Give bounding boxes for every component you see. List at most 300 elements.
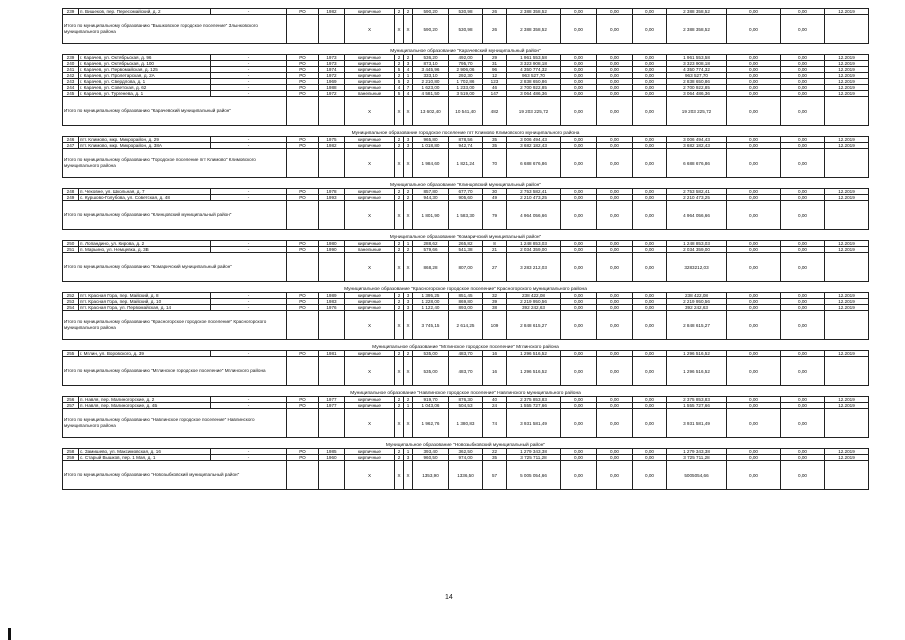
table-cell: пгт. Климово, мкр. Микрорайон, д. 29 [79,137,211,143]
total-cell: 0,00 [561,97,597,126]
total-cell [825,149,869,178]
table-cell: 1972 [319,73,345,79]
table-cell: 3 [404,455,413,461]
table-cell: 1 233,00 [449,85,483,91]
table-cell: 0,00 [727,351,781,357]
total-cell [825,201,869,230]
total-cell: 0,00 [633,97,667,126]
total-cell [825,357,869,386]
table-cell: 2 [395,241,404,247]
table-cell: 0,00 [727,195,781,201]
table-cell: 12.2019 [825,299,869,305]
total-cell: 0,00 [781,409,825,438]
table-cell: 1 702,86 [449,79,483,85]
table-cell: 0,00 [727,143,781,149]
table-cell: - [211,455,287,461]
table-cell: 0,00 [561,299,597,305]
section-heading-row [63,126,869,137]
table-cell: 0,00 [781,85,825,91]
table-cell: 0,00 [597,293,633,299]
table-cell: РО [287,455,319,461]
table-cell: 26 [483,9,507,15]
table-cell: РО [287,299,319,305]
total-label: Итого по муниципальному образованию "Мглинское городское поселение" Мглинского района [63,357,287,386]
table-cell: 3 682 182,43 [507,143,561,149]
total-cell: X [345,409,395,438]
total-cell: 0,00 [781,201,825,230]
section-heading: Муниципальное образование "Мглинское городское поселение" Мглинского района [372,345,559,350]
total-cell: 0,00 [727,311,781,340]
table-cell: 2 210 473,25 [507,195,561,201]
table-cell: 857,80 [413,189,449,195]
table-cell: 12.2019 [825,55,869,61]
table-cell: г. Карачев, ул. Октябрьская, д. 96 [79,55,211,61]
total-row [63,253,869,282]
table-cell: 0,00 [727,299,781,305]
table-cell: 30 [483,189,507,195]
total-cell: X [404,357,413,386]
table-cell: кирпичные [345,449,395,455]
table-cell: 12.2019 [825,403,869,409]
table-cell: 942,74 [449,143,483,149]
table-cell: - [211,305,287,311]
table-cell: 32 [483,293,507,299]
total-cell: 5 005 054,66 [507,461,561,490]
table-cell: 0,00 [597,143,633,149]
table-cell: 0,00 [561,455,597,461]
table-cell: 0,00 [633,241,667,247]
table-cell: 1976 [319,305,345,311]
section-heading: Муниципальное образование "Клинцовский муниципальный район" [390,183,541,188]
table-cell: - [211,67,287,73]
total-cell: 0,00 [561,201,597,230]
total-cell: X [395,201,404,230]
table-cell: - [211,299,287,305]
total-cell: 0,00 [633,15,667,44]
total-cell [319,15,345,44]
section-heading-row [63,340,869,351]
table-cell: 0,00 [727,73,781,79]
table-cell: 1973 [319,61,345,67]
table-cell: 1 961 553,58 [667,55,727,61]
table-cell: 2 219 950,56 [507,299,561,305]
table-cell: 1 296 516,52 [507,351,561,357]
total-label: Итого по муниципальному образованию "Городское поселение пгт Климово" Климовского муниципального района [63,149,287,178]
table-cell: РО [287,61,319,67]
total-cell: X [395,311,404,340]
table-cell: 3 682 182,43 [667,143,727,149]
table-cell: РО [287,189,319,195]
table-cell: 1 122,40 [413,305,449,311]
table-cell: 12.2019 [825,73,869,79]
table-cell: 362,50 [449,449,483,455]
total-cell: 3 931 581,49 [507,409,561,438]
total-cell: 3283212,03 [667,253,727,282]
binder-mark [8,628,11,640]
table-cell: 242 [63,73,79,79]
table-cell: 35 [483,143,507,149]
table-cell: 12.2019 [825,305,869,311]
table-cell: - [211,79,287,85]
table-cell: 1988 [319,85,345,91]
table-cell: с. Старый Вышков, пер. 1 Мая, д. 1 [79,455,211,461]
table-cell: 795,70 [449,61,483,67]
table-cell: 0,00 [781,91,825,97]
table-cell: 3 445,96 [413,67,449,73]
table-cell: 248 [63,189,79,195]
table-cell: кирпичные [345,403,395,409]
total-cell: 4 964 056,66 [507,201,561,230]
table-cell: 0,00 [633,195,667,201]
table-cell: 12.2019 [825,137,869,143]
table-cell: 0,00 [633,305,667,311]
table-cell: 960,50 [413,455,449,461]
total-cell: X [404,409,413,438]
table-cell: г. Карачев, ул. Свердлова, д. 1 [79,79,211,85]
total-cell: 0,00 [633,357,667,386]
total-cell [319,461,345,490]
table-cell: 1981 [319,351,345,357]
total-cell [287,461,319,490]
total-cell: 0,00 [597,357,633,386]
table-cell: 3 [404,137,413,143]
total-cell: 2 388 358,52 [507,15,561,44]
table-cell: кирпичные [345,137,395,143]
table-cell: - [211,73,287,79]
table-cell: - [211,403,287,409]
table-cell: 1977 [319,403,345,409]
table-cell: 1969 [319,79,345,85]
table-cell: 239 [63,9,79,15]
table-cell: кирпичные [345,299,395,305]
table-cell: кирпичные [345,351,395,357]
table-cell: 2 700 922,85 [507,85,561,91]
table-cell: 1993 [319,195,345,201]
table-cell: 0,00 [633,137,667,143]
table-cell: 1 [404,241,413,247]
table-cell: 878,56 [449,137,483,143]
table-cell: 1 555 727,66 [507,403,561,409]
table-cell: - [211,351,287,357]
table-cell: 1977 [319,397,345,403]
table-cell: 0,00 [561,351,597,357]
document-sheet [62,8,868,490]
table-cell: п. Чеховне, ул. Школьная, д. 7 [79,189,211,195]
table-cell: 0,00 [597,351,633,357]
total-row [63,15,869,44]
table-cell: РО [287,247,319,253]
table-cell: 3 [404,61,413,67]
table-cell: 2 [395,403,404,409]
table-cell: 0,00 [781,449,825,455]
table-cell: 0,00 [597,67,633,73]
total-cell: 4 964 056,66 [667,201,727,230]
total-cell: 0,00 [727,201,781,230]
table-cell: РО [287,9,319,15]
table-cell: 31 [483,61,507,67]
table-cell: пгт. Красная Гора, пер. Майский, д. 10 [79,299,211,305]
total-cell: 0,00 [633,311,667,340]
table-cell: 250 [63,241,79,247]
table-cell: 12.2019 [825,397,869,403]
table-cell: 12.2019 [825,455,869,461]
table-cell: 38 [483,305,507,311]
total-cell: 483,70 [449,357,483,386]
table-cell: РО [287,73,319,79]
total-cell [319,97,345,126]
table-cell: 1 [404,73,413,79]
table-cell: 255 [63,351,79,357]
table-cell: 1990 [319,247,345,253]
table-cell: 0,00 [633,73,667,79]
table-cell: 0,00 [633,67,667,73]
total-row [63,357,869,386]
total-cell: 2 388 358,52 [667,15,727,44]
section-heading: Муниципальное образование "Карачевский муниципальный район" [390,49,541,54]
table-cell: РО [287,397,319,403]
table-cell: 1989 [319,293,345,299]
table-cell: пгт. Красная Гора, ул. Первомайская, д. 14 [79,305,211,311]
total-cell: 530,98 [449,15,483,44]
table-cell: 0,00 [781,403,825,409]
total-row [63,97,869,126]
total-cell: 0,00 [781,461,825,490]
table-cell: 0,00 [633,79,667,85]
total-cell: X [395,253,404,282]
table-cell: г. Карачев, ул. Советская, д. 62 [79,85,211,91]
table-cell: 869,80 [449,299,483,305]
table-cell: пгт. Красная Гора, пер. Майский, д. 8 [79,293,211,299]
total-cell: 0,00 [561,409,597,438]
total-cell [287,311,319,340]
total-cell: X [404,201,413,230]
total-cell: 3 931 581,49 [667,409,727,438]
table-cell: 0,00 [727,305,781,311]
table-cell: 963 527,70 [667,73,727,79]
table-cell: 12.2019 [825,293,869,299]
total-cell [825,253,869,282]
total-cell: 0,00 [597,253,633,282]
table-cell: 965,80 [413,137,449,143]
table-cell: кирпичные [345,241,395,247]
total-label: Итого по муниципальному образованию "Вышковское городское поселение" Злынковского муниципального района [63,15,287,44]
table-cell: 3 [404,143,413,149]
table-cell: 0,00 [597,449,633,455]
total-cell: 0,00 [633,149,667,178]
total-cell: 0,00 [561,149,597,178]
table-cell: 905,60 [449,195,483,201]
table-cell: 22 [483,449,507,455]
total-cell: 27 [483,253,507,282]
total-cell: X [345,149,395,178]
table-cell: 0,00 [561,67,597,73]
table-cell: 4 581,50 [413,91,449,97]
total-cell: 0,00 [597,201,633,230]
table-cell: п. Навля, пер. Малиногорские, д. 2 [79,397,211,403]
total-cell [287,253,319,282]
total-cell [287,15,319,44]
table-cell: 2 753 582,41 [507,189,561,195]
table-cell: 238 422,08 [667,293,727,299]
table-cell: 392 242,63 [507,305,561,311]
total-cell: 10 541,40 [449,97,483,126]
total-cell: 0,00 [781,149,825,178]
table-cell: панельные [345,91,395,97]
table-cell: 0,00 [633,351,667,357]
table-cell: 0,00 [597,61,633,67]
table-cell: 2 [395,195,404,201]
total-cell: 0,00 [597,97,633,126]
table-cell: кирпичные [345,79,395,85]
total-cell: 1 583,30 [449,201,483,230]
total-cell [287,149,319,178]
table-cell: 0,00 [727,85,781,91]
table-cell: 0,00 [727,91,781,97]
table-cell: 0,00 [561,241,597,247]
table-cell: 253 [63,299,79,305]
total-cell: X [404,15,413,44]
table-cell: 3 323 908,18 [507,61,561,67]
table-cell: 0,00 [727,55,781,61]
total-cell: X [345,201,395,230]
table-cell: 2 034 359,00 [507,247,561,253]
table-cell: 492,00 [449,55,483,61]
table-cell: 963 527,70 [507,73,561,79]
total-cell [287,201,319,230]
table-cell: 12.2019 [825,189,869,195]
table-cell: 0,00 [561,143,597,149]
table-cell: 0,00 [781,9,825,15]
table-cell: г. Карачев, ул. Первомайская, д. 125 [79,67,211,73]
table-cell: кирпичные [345,73,395,79]
table-cell: - [211,55,287,61]
table-cell: 0,00 [633,91,667,97]
table-cell: 241 [63,67,79,73]
table-cell: кирпичные [345,61,395,67]
table-cell: кирпичные [345,85,395,91]
total-cell: X [395,357,404,386]
total-row [63,409,869,438]
total-cell: 0,00 [597,409,633,438]
table-cell: 5 [395,79,404,85]
table-cell: РО [287,449,319,455]
total-cell: 0,00 [781,311,825,340]
table-cell: 0,00 [781,79,825,85]
total-cell: 19 203 225,72 [507,97,561,126]
total-cell: X [395,97,404,126]
table-cell: РО [287,143,319,149]
total-cell: X [345,357,395,386]
total-cell: 1 801,90 [413,201,449,230]
total-cell: 535,00 [413,357,449,386]
total-cell: 57 [483,461,507,490]
total-label: Итого по муниципальному образованию "Навлинское городское поселение" Навлинского муниципального района [63,409,287,438]
total-cell [287,357,319,386]
table-cell: 851,45 [449,293,483,299]
table-cell: 2 [395,143,404,149]
table-cell: 1982 [319,143,345,149]
table-cell: 0,00 [727,293,781,299]
table-cell: 1960 [319,455,345,461]
table-cell: п. Лопандино, ул. Кирова, д. 2 [79,241,211,247]
section-heading-row [63,386,869,397]
table-cell: 1982 [319,9,345,15]
total-cell: 1 296 516,52 [507,357,561,386]
table-cell: 530,98 [449,9,483,15]
section-heading: Муниципальное образование "Новозыбковский муниципальный район" [385,443,546,448]
table-cell: 0,00 [727,403,781,409]
total-cell: 807,00 [449,253,483,282]
table-cell: 0,00 [781,305,825,311]
table-cell: 12.2019 [825,91,869,97]
table-cell: 251 [63,247,79,253]
table-cell: 249 [63,195,79,201]
table-body [63,9,869,490]
total-cell: 0,00 [727,97,781,126]
table-cell: 2 [395,351,404,357]
table-cell: 12.2019 [825,79,869,85]
table-cell: - [211,449,287,455]
total-cell: 0,00 [597,311,633,340]
table-cell: 2 838 650,86 [667,79,727,85]
total-cell: 19 203 225,72 [667,97,727,126]
total-cell [319,149,345,178]
table-cell: 919,70 [413,397,449,403]
table-cell: РО [287,241,319,247]
table-cell: 4 350 774,32 [507,67,561,73]
table-cell: кирпичные [345,305,395,311]
table-cell: 1 296 516,52 [667,351,727,357]
total-cell [319,201,345,230]
table-cell: 0,00 [597,79,633,85]
table-cell: 2 375 853,83 [507,397,561,403]
table-cell: 0,00 [597,9,633,15]
total-cell: 590,20 [413,15,449,44]
table-cell: 12.2019 [825,143,869,149]
table-cell: 1980 [319,241,345,247]
total-cell: X [345,253,395,282]
table-cell: 147 [483,91,507,97]
table-cell: 0,00 [727,137,781,143]
table-cell: 0,00 [633,397,667,403]
table-cell: РО [287,351,319,357]
table-cell: 0,00 [561,137,597,143]
table-cell: 12.2019 [825,351,869,357]
table-cell: 579,66 [413,247,449,253]
table-cell: - [211,91,287,97]
total-cell: X [345,311,395,340]
table-cell: 1 555 727,66 [667,403,727,409]
table-cell: 1973 [319,55,345,61]
total-cell: X [395,15,404,44]
table-cell: 2 [395,55,404,61]
table-cell: 239 [63,55,79,61]
total-cell [825,15,869,44]
table-cell: 247 [63,143,79,149]
total-cell: 0,00 [561,311,597,340]
table-cell: 0,00 [597,189,633,195]
table-cell: 7 [404,85,413,91]
table-cell: 256 [63,397,79,403]
table-cell: 2 753 582,41 [667,189,727,195]
table-cell: 12.2019 [825,247,869,253]
table-cell: 35 [483,137,507,143]
table-cell: 12.2019 [825,85,869,91]
table-cell: 0,00 [561,55,597,61]
table-cell: г. Карачев, ул. Пролетарская, д. 2А [79,73,211,79]
table-cell: 0,00 [561,449,597,455]
table-cell: 0,00 [561,85,597,91]
